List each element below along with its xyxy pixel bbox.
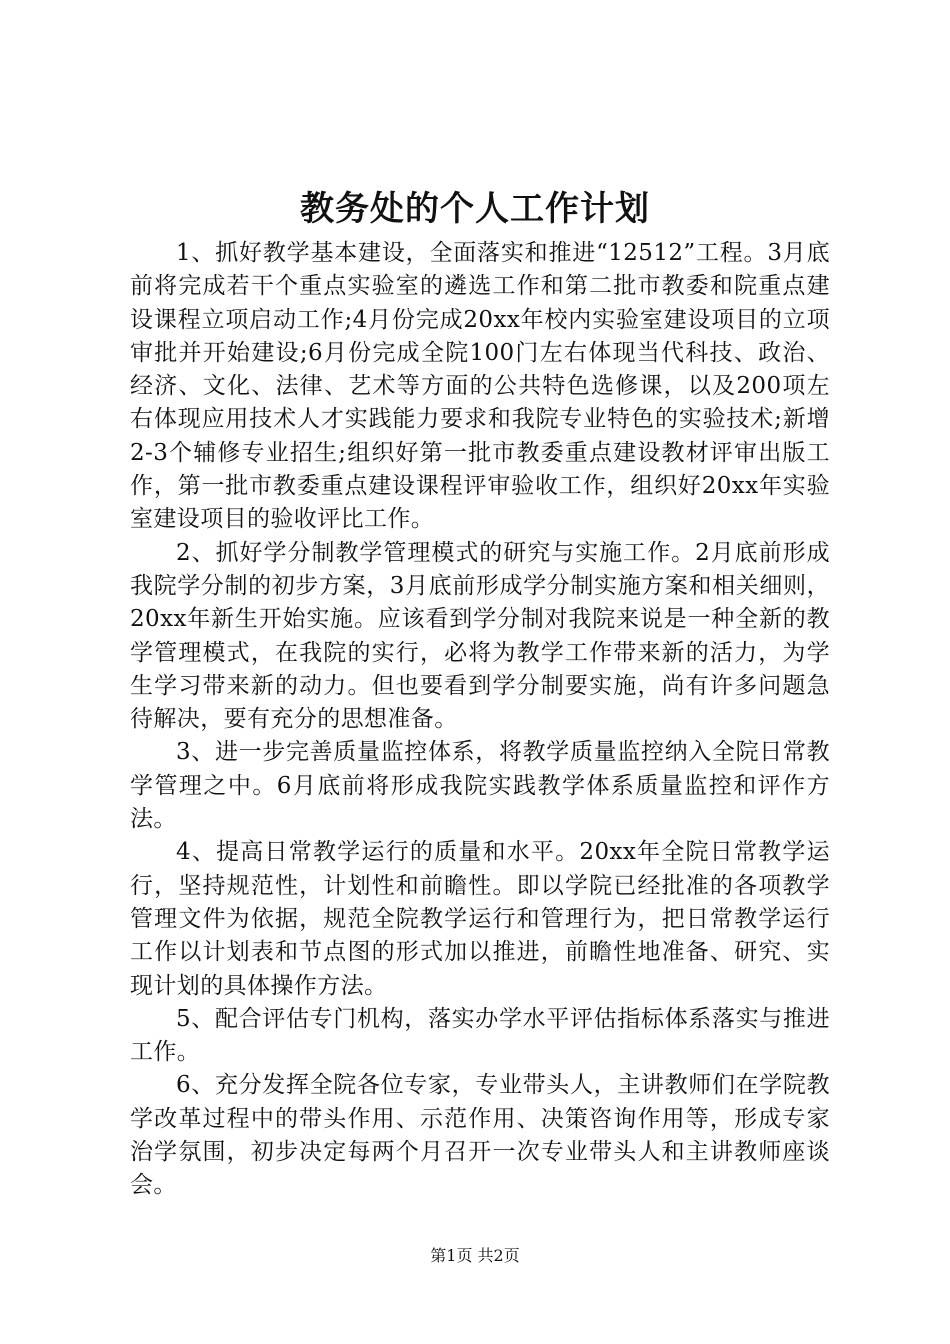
paragraph-6: 6、充分发挥全院各位专家，专业带头人，主讲教师们在学院教学改革过程中的带头作用、示范作用、决策咨询作用等，形成专家治学氛围，初步决定每两个月召开一次专业带头人和主讲教师座谈会。: [130, 1072, 830, 1199]
paragraph-5: 5、配合评估专门机构，落实办学水平评估指标体系落实与推进工作。: [130, 1005, 830, 1066]
paragraph-2: 2、抓好学分制教学管理模式的研究与实施工作。2月底前形成我院学分制的初步方案，3月底前形成学分制实施方案和相关细则，20xx年新生开始实施。应该看到学分制对我院来说是一种全新的教学管理模式，在我院的实行，必将为教学工作带来新的活力，为学生学习带来新的动力。但也要看到学分制要实施，尚有许多问题急待解决，要有充分的思想准备。: [130, 539, 830, 733]
paragraph-3: 3、进一步完善质量监控体系，将教学质量监控纳入全院日常教学管理之中。6月底前将形成我院实践教学体系质量监控和评作方法。: [130, 739, 830, 833]
paragraph-1: 1、抓好教学基本建设，全面落实和推进“12512”工程。3月底前将完成若干个重点实验室的遴选工作和第二批市教委和院重点建设课程立项启动工作;4月份完成20xx年校内实验室建设项目的立项审批并开始建设;6月份完成全院100门左右体现当代科技、政治、经济、文化、法律、艺术等方面的公共特色选修课，以及200项左右体现应用技术人才实践能力要求和我院专业特色的实验技术;新增2-3个辅修专业招生;组织好第一批市教委重点建设教材评审出版工作，第一批市教委重点建设课程评审验收工作，组织好20xx年实验室建设项目的验收评比工作。: [130, 240, 830, 533]
document-body: [130, 237, 830, 1203]
document-title: 教务处的个人工作计划: [300, 189, 650, 229]
page-footer: [0, 1244, 950, 1268]
page-number: 第1页 共2页: [430, 1246, 520, 1265]
paragraph-4: 4、提高日常教学运行的质量和水平。20xx年全院日常教学运行，坚持规范性，计划性和前瞻性。即以学院已经批准的各项教学管理文件为依据，规范全院教学运行和管理行为，把日常教学运行工作以计划表和节点图的形式加以推进，前瞻性地准备、研究、实现计划的具体操作方法。: [130, 839, 830, 999]
